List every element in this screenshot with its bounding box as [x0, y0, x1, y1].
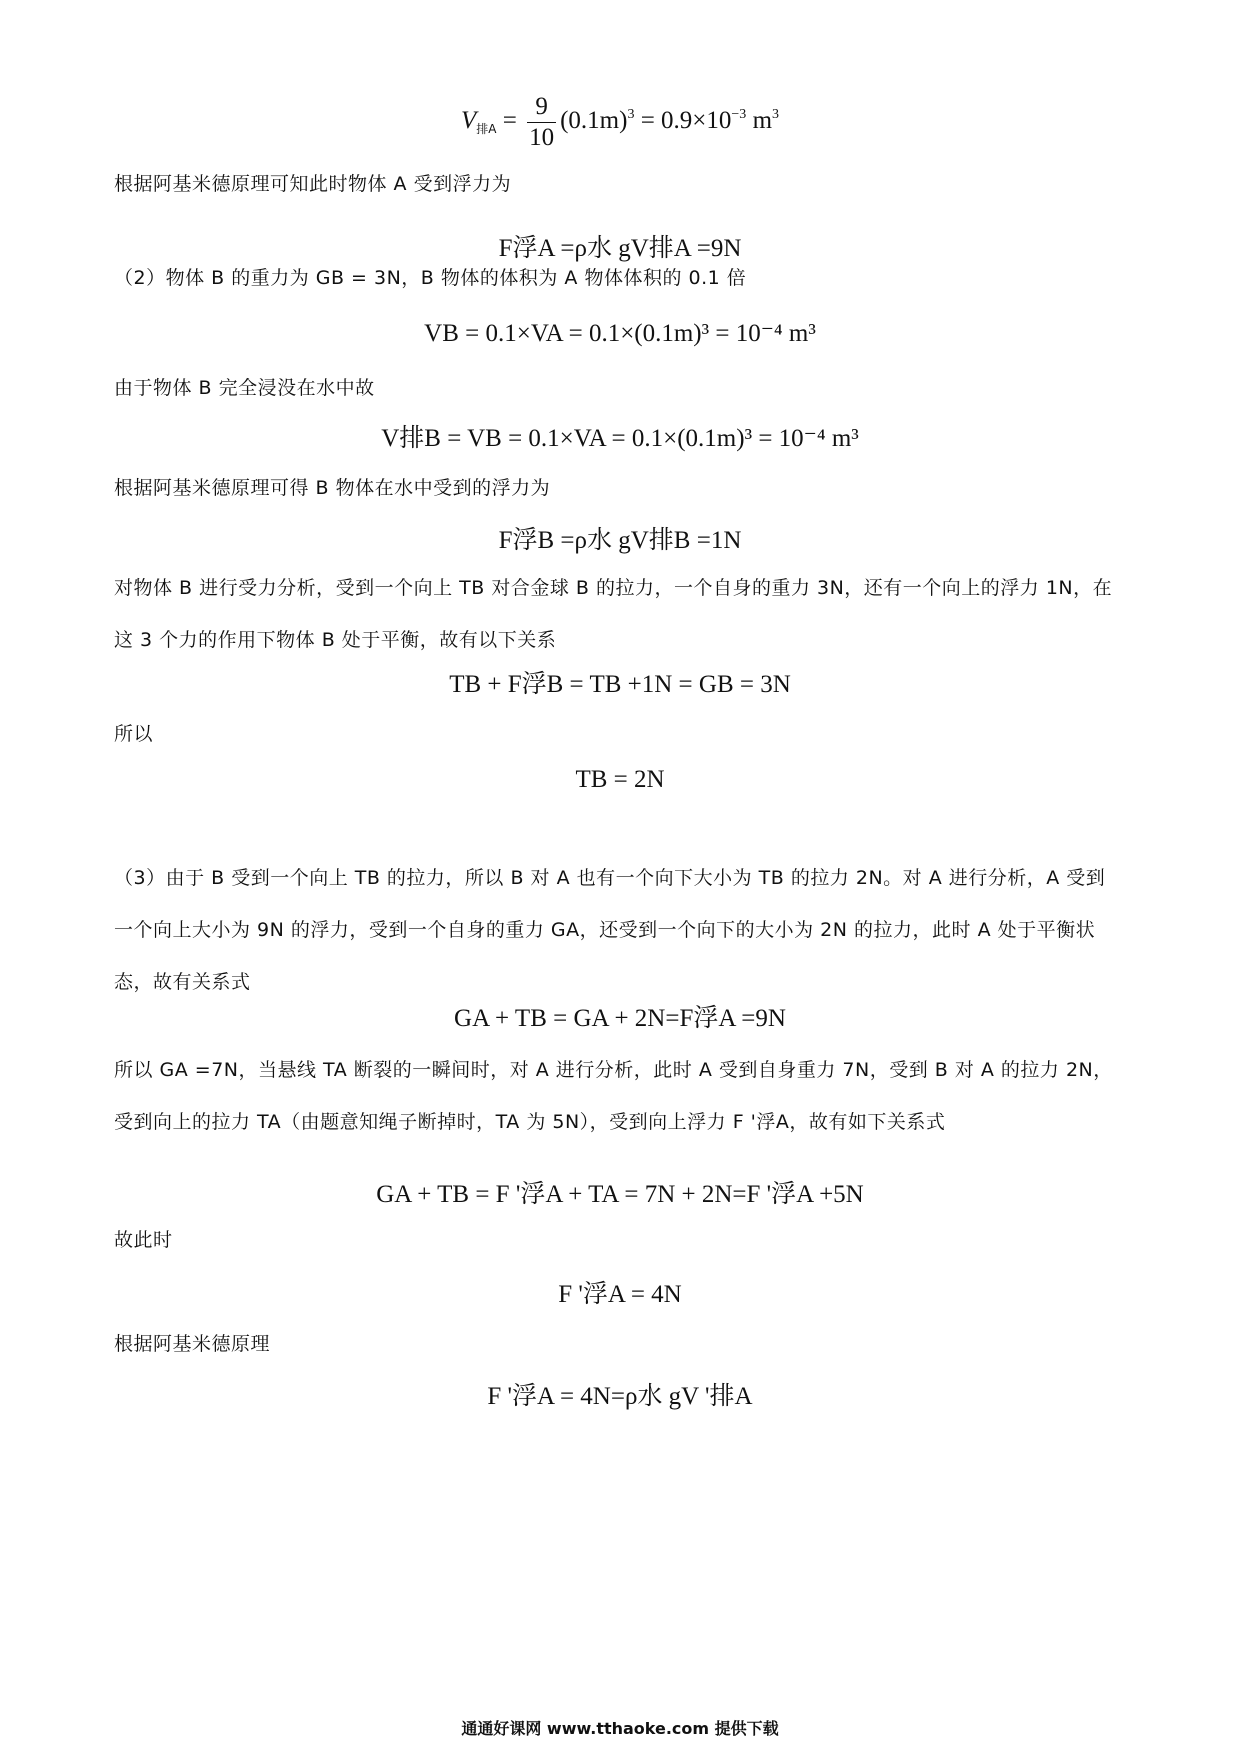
equation-buoyancy-b: F浮B =ρ水 gV排B =1N: [498, 527, 742, 554]
equation-archimedes-final: F '浮A = 4N=ρ水 gV '排A: [487, 1383, 753, 1410]
equation-volume-b: VB = 0.1×VA = 0.1×(0.1m)³ = 10⁻⁴ m³: [424, 320, 816, 347]
equation-v-displaced-b: V排B = VB = 0.1×VA = 0.1×(0.1m)³ = 10⁻⁴ m³: [381, 425, 859, 452]
paragraph-part-2: （2）物体 B 的重力为 GB = 3N，B 物体的体积为 A 物体体积的 0.1 倍: [114, 267, 747, 289]
fraction-9-10: $\frac{9}{10}$: [529, 93, 555, 151]
equation-buoyancy-a: F浮A =ρ水 gV排A =9N: [498, 235, 742, 262]
equation-new-buoyancy: F '浮A = 4N: [558, 1281, 682, 1308]
paragraph-part-3: （3）由于 B 受到一个向上 TB 的拉力，所以 B 对 A 也有一个向下大小为 TB 的拉力 2N。对 A 进行分析，A 受到一个向上大小为 9N 的浮力，受到一个自身的重力 GA，还受到一个向下的大小为 2N 的拉力，此时 A 处于平衡状态，故有关系式: [114, 867, 1106, 993]
equation-v-displaced-a: $V_{排A}$ = $\frac{9}{10}$ $(0.1m)^3 = 0.9\times 10^{-3}$ $m^3$: [460, 93, 780, 151]
paragraph-5: 对物体 B 进行受力分析，受到一个向上 TB 对合金球 B 的拉力，一个自身的重力 3N，还有一个向上的浮力 1N，在这 3 个力的作用下物体 B 处于平衡，故有以下关系: [114, 577, 1113, 651]
paragraph-9: 故此时: [114, 1229, 173, 1251]
paragraph-4: 根据阿基米德原理可得 B 物体在水中受到的浮力为: [114, 477, 551, 499]
equation-force-balance-b: TB + F浮B = TB +1N = GB = 3N: [449, 671, 791, 698]
footer-source-line: 通通好课网 www.tthaoke.com 提供下载: [461, 1719, 779, 1738]
paragraph-6: 所以: [114, 723, 154, 745]
equation-break-moment: GA + TB = F '浮A + TA = 7N + 2N=F '浮A +5N: [376, 1181, 864, 1208]
equation-tension-b: TB = 2N: [575, 766, 665, 793]
paragraph-10: 根据阿基米德原理: [114, 1333, 271, 1355]
paragraph-1: 根据阿基米德原理可知此时物体 A 受到浮力为: [114, 173, 512, 195]
equation-force-balance-a: GA + TB = GA + 2N=F浮A =9N: [454, 1005, 786, 1032]
paragraph-3: 由于物体 B 完全浸没在水中故: [114, 377, 375, 399]
paragraph-8: 所以 GA =7N，当悬线 TA 断裂的一瞬间时，对 A 进行分析，此时 A 受到自身重力 7N，受到 B 对 A 的拉力 2N，受到向上的拉力 TA（由题意知绳子断掉时，TA 为 5N），受到向上浮力 F '浮A，故有如下关系式: [114, 1059, 1113, 1133]
